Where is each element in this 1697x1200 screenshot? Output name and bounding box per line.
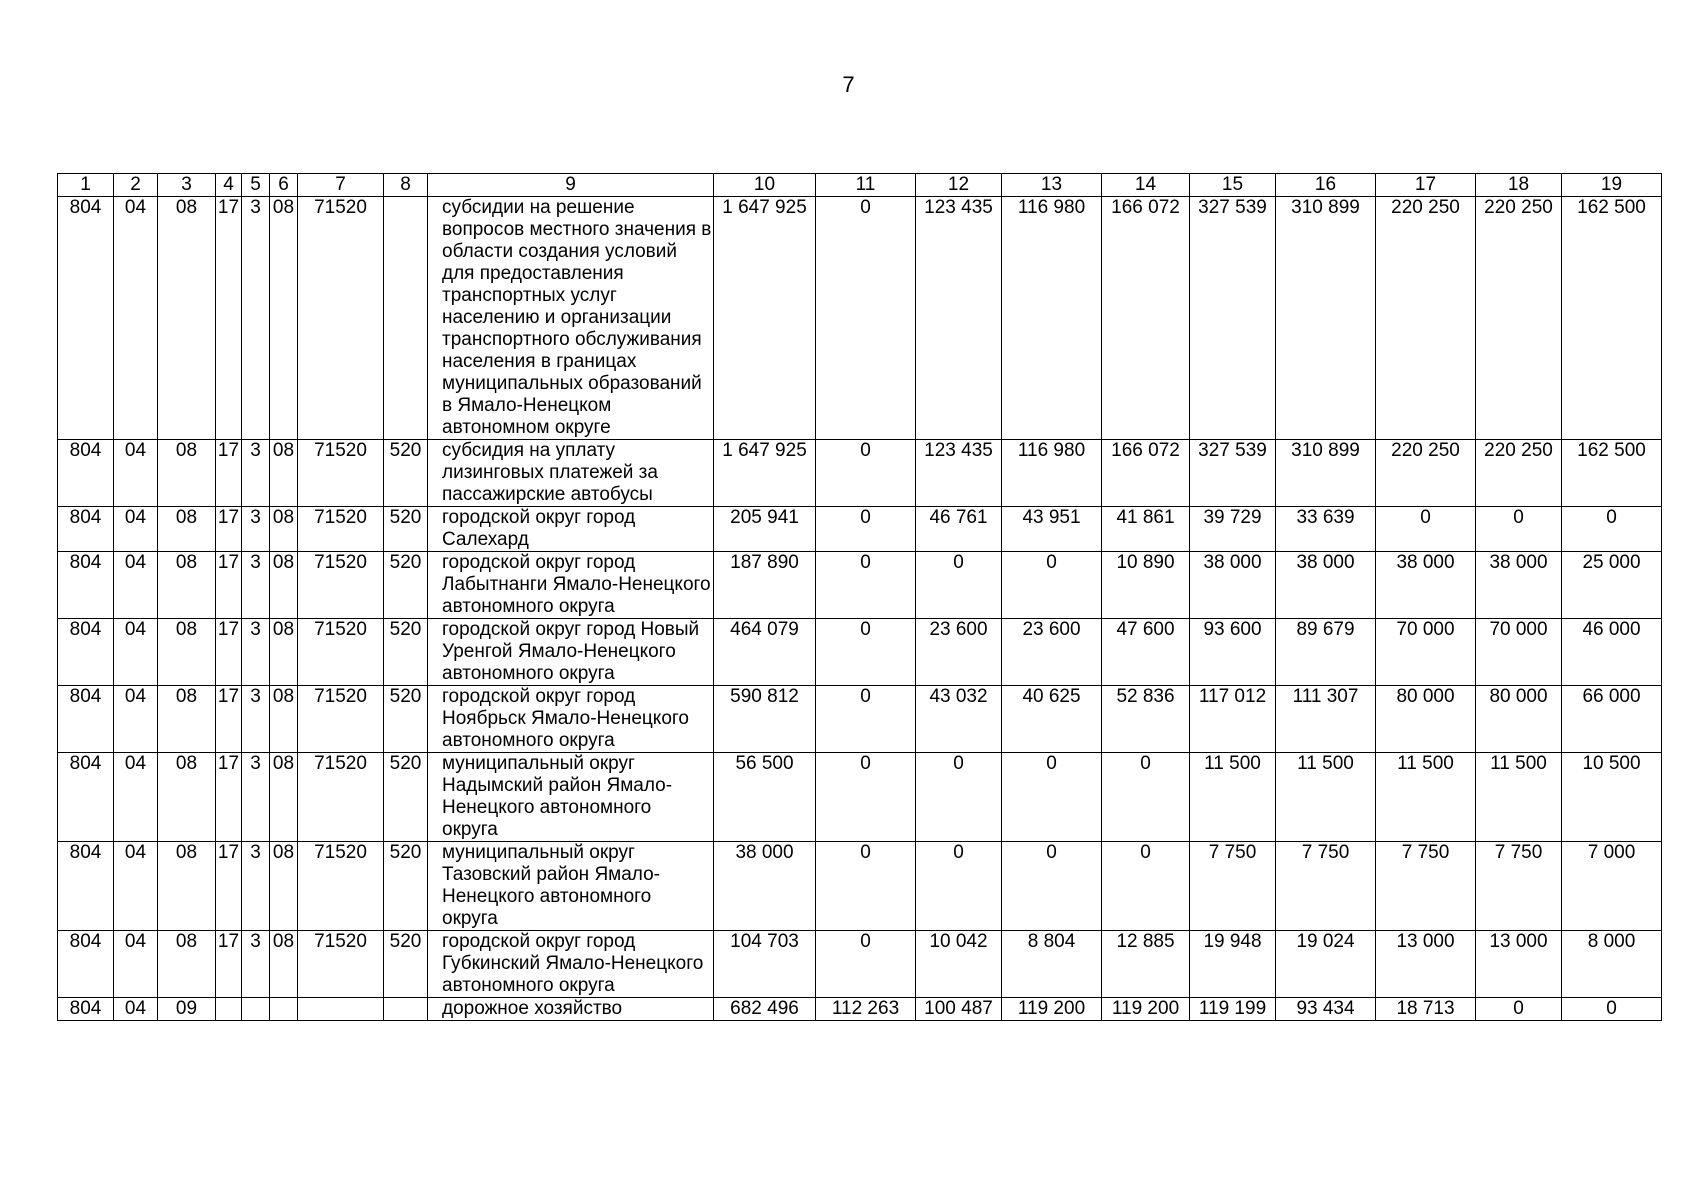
column-header: 18 bbox=[1476, 174, 1562, 197]
column-header: 6 bbox=[270, 174, 298, 197]
table-cell: 7 750 bbox=[1190, 842, 1276, 931]
table-cell: 205 941 bbox=[714, 507, 816, 552]
row-description: субсидии на решение вопросов местного значения в области создания условий для предоставления транспортных услуг населению и организации транспортного обслуживания населения в границах муниципальных образований в Ямало-Ненецком автономном округе bbox=[428, 197, 714, 440]
table-cell: 71520 bbox=[298, 552, 384, 619]
table-cell: 0 bbox=[1002, 753, 1102, 842]
table-cell: 104 703 bbox=[714, 931, 816, 998]
table-cell: 116 980 bbox=[1002, 197, 1102, 440]
column-header: 17 bbox=[1376, 174, 1476, 197]
table-cell: 04 bbox=[114, 507, 158, 552]
column-header: 11 bbox=[816, 174, 916, 197]
table-cell: 0 bbox=[1002, 552, 1102, 619]
table-cell: 123 435 bbox=[916, 440, 1002, 507]
budget-table bbox=[57, 173, 1662, 1021]
table-cell: 590 812 bbox=[714, 686, 816, 753]
column-header: 8 bbox=[384, 174, 428, 197]
table-cell: 19 948 bbox=[1190, 931, 1276, 998]
table-cell: 40 625 bbox=[1002, 686, 1102, 753]
table-cell: 08 bbox=[158, 619, 216, 686]
table-cell: 18 713 bbox=[1376, 998, 1476, 1021]
table-row bbox=[58, 842, 1662, 931]
table-cell: 17 bbox=[216, 197, 242, 440]
table-cell: 47 600 bbox=[1102, 619, 1190, 686]
page-number: 7 bbox=[842, 72, 855, 97]
table-cell: 04 bbox=[114, 552, 158, 619]
table-cell: 0 bbox=[916, 552, 1002, 619]
table-cell: 0 bbox=[816, 931, 916, 998]
column-header: 16 bbox=[1276, 174, 1376, 197]
table-cell: 3 bbox=[242, 753, 270, 842]
column-header: 13 bbox=[1002, 174, 1102, 197]
table-cell: 123 435 bbox=[916, 197, 1002, 440]
table-cell: 08 bbox=[270, 507, 298, 552]
table-cell: 08 bbox=[158, 753, 216, 842]
table-cell: 10 042 bbox=[916, 931, 1002, 998]
table-cell bbox=[270, 998, 298, 1021]
table-cell: 804 bbox=[58, 686, 114, 753]
table-cell: 0 bbox=[1376, 507, 1476, 552]
table-cell: 0 bbox=[816, 753, 916, 842]
table-cell: 119 200 bbox=[1102, 998, 1190, 1021]
table-cell: 0 bbox=[916, 753, 1002, 842]
table-cell: 19 024 bbox=[1276, 931, 1376, 998]
column-header: 3 bbox=[158, 174, 216, 197]
table-row bbox=[58, 552, 1662, 619]
table-cell: 71520 bbox=[298, 197, 384, 440]
table-cell bbox=[216, 998, 242, 1021]
table-cell: 0 bbox=[816, 507, 916, 552]
table-row bbox=[58, 197, 1662, 440]
table-cell: 52 836 bbox=[1102, 686, 1190, 753]
table-cell: 0 bbox=[1002, 842, 1102, 931]
table-cell: 520 bbox=[384, 931, 428, 998]
table-cell: 66 000 bbox=[1562, 686, 1662, 753]
table-cell: 13 000 bbox=[1476, 931, 1562, 998]
column-header: 4 bbox=[216, 174, 242, 197]
table-cell: 520 bbox=[384, 440, 428, 507]
table-cell: 327 539 bbox=[1190, 440, 1276, 507]
table-cell: 08 bbox=[158, 507, 216, 552]
table-cell: 09 bbox=[158, 998, 216, 1021]
table-cell: 04 bbox=[114, 686, 158, 753]
table-row bbox=[58, 753, 1662, 842]
table-cell: 11 500 bbox=[1376, 753, 1476, 842]
table-cell: 7 750 bbox=[1376, 842, 1476, 931]
table-cell: 3 bbox=[242, 686, 270, 753]
table-cell: 112 263 bbox=[816, 998, 916, 1021]
table-cell: 804 bbox=[58, 998, 114, 1021]
table-row bbox=[58, 998, 1662, 1021]
table-cell: 7 000 bbox=[1562, 842, 1662, 931]
table-cell: 43 032 bbox=[916, 686, 1002, 753]
table-cell: 38 000 bbox=[1276, 552, 1376, 619]
table-cell: 08 bbox=[270, 197, 298, 440]
table-cell: 804 bbox=[58, 931, 114, 998]
table-cell: 08 bbox=[270, 440, 298, 507]
table-cell: 682 496 bbox=[714, 998, 816, 1021]
table-cell: 38 000 bbox=[714, 842, 816, 931]
table-cell: 04 bbox=[114, 440, 158, 507]
table-cell: 43 951 bbox=[1002, 507, 1102, 552]
table-cell: 327 539 bbox=[1190, 197, 1276, 440]
table-cell: 39 729 bbox=[1190, 507, 1276, 552]
table-cell: 0 bbox=[1562, 507, 1662, 552]
table-cell: 0 bbox=[816, 686, 916, 753]
table-cell: 166 072 bbox=[1102, 197, 1190, 440]
table-cell: 08 bbox=[270, 619, 298, 686]
column-header: 1 bbox=[58, 174, 114, 197]
table-cell: 08 bbox=[270, 686, 298, 753]
table-cell: 3 bbox=[242, 552, 270, 619]
table-cell: 7 750 bbox=[1476, 842, 1562, 931]
table-cell: 100 487 bbox=[916, 998, 1002, 1021]
table-cell: 71520 bbox=[298, 842, 384, 931]
table-cell: 804 bbox=[58, 842, 114, 931]
table-cell: 56 500 bbox=[714, 753, 816, 842]
table-row bbox=[58, 619, 1662, 686]
table-cell: 71520 bbox=[298, 507, 384, 552]
table-cell: 11 500 bbox=[1276, 753, 1376, 842]
table-cell: 41 861 bbox=[1102, 507, 1190, 552]
table-cell: 08 bbox=[158, 842, 216, 931]
table-cell: 08 bbox=[158, 686, 216, 753]
table-cell: 08 bbox=[158, 552, 216, 619]
table-cell: 8 804 bbox=[1002, 931, 1102, 998]
table-cell: 3 bbox=[242, 931, 270, 998]
table-cell: 17 bbox=[216, 842, 242, 931]
table-cell bbox=[298, 998, 384, 1021]
table-cell: 11 500 bbox=[1190, 753, 1276, 842]
table-cell: 804 bbox=[58, 619, 114, 686]
table-cell: 119 199 bbox=[1190, 998, 1276, 1021]
table-cell: 08 bbox=[158, 197, 216, 440]
row-description: городской округ город Лабытнанги Ямало-Ненецкого автономного округа bbox=[428, 552, 714, 619]
table-cell: 71520 bbox=[298, 931, 384, 998]
table-cell: 80 000 bbox=[1476, 686, 1562, 753]
table-cell: 17 bbox=[216, 507, 242, 552]
table-cell: 93 600 bbox=[1190, 619, 1276, 686]
column-header: 5 bbox=[242, 174, 270, 197]
table-cell: 71520 bbox=[298, 440, 384, 507]
table-cell: 89 679 bbox=[1276, 619, 1376, 686]
table-cell: 0 bbox=[816, 619, 916, 686]
table-row bbox=[58, 440, 1662, 507]
table-row bbox=[58, 507, 1662, 552]
table-cell: 116 980 bbox=[1002, 440, 1102, 507]
table-cell: 46 761 bbox=[916, 507, 1002, 552]
row-description: городской округ город Салехард bbox=[428, 507, 714, 552]
table-cell: 3 bbox=[242, 440, 270, 507]
table-cell: 0 bbox=[816, 842, 916, 931]
table-cell: 520 bbox=[384, 619, 428, 686]
table-cell: 0 bbox=[1476, 507, 1562, 552]
row-description: субсидия на уплату лизинговых платежей за пассажирские автобусы bbox=[428, 440, 714, 507]
table-cell: 7 750 bbox=[1276, 842, 1376, 931]
table-cell: 520 bbox=[384, 507, 428, 552]
table-cell: 23 600 bbox=[1002, 619, 1102, 686]
table-cell: 162 500 bbox=[1562, 440, 1662, 507]
column-header: 10 bbox=[714, 174, 816, 197]
column-header: 15 bbox=[1190, 174, 1276, 197]
table-row bbox=[58, 686, 1662, 753]
row-description: городской округ город Новый Уренгой Ямало-Ненецкого автономного округа bbox=[428, 619, 714, 686]
table-cell: 17 bbox=[216, 753, 242, 842]
table-cell: 10 500 bbox=[1562, 753, 1662, 842]
table-cell: 04 bbox=[114, 931, 158, 998]
table-cell: 70 000 bbox=[1376, 619, 1476, 686]
column-header: 9 bbox=[428, 174, 714, 197]
table-cell: 12 885 bbox=[1102, 931, 1190, 998]
table-cell: 520 bbox=[384, 552, 428, 619]
table-cell: 10 890 bbox=[1102, 552, 1190, 619]
table-cell: 17 bbox=[216, 686, 242, 753]
table-cell: 0 bbox=[1476, 998, 1562, 1021]
table-cell: 310 899 bbox=[1276, 197, 1376, 440]
row-description: муниципальный округ Тазовский район Ямало-Ненецкого автономного округа bbox=[428, 842, 714, 931]
table-cell bbox=[242, 998, 270, 1021]
column-header: 14 bbox=[1102, 174, 1190, 197]
table-cell: 0 bbox=[916, 842, 1002, 931]
table-cell: 04 bbox=[114, 619, 158, 686]
table-cell: 38 000 bbox=[1476, 552, 1562, 619]
table-cell: 3 bbox=[242, 619, 270, 686]
table-cell: 220 250 bbox=[1376, 440, 1476, 507]
column-header: 2 bbox=[114, 174, 158, 197]
table-header-row bbox=[58, 174, 1662, 197]
table-cell: 162 500 bbox=[1562, 197, 1662, 440]
table-cell: 08 bbox=[270, 753, 298, 842]
table-cell: 520 bbox=[384, 753, 428, 842]
column-header: 7 bbox=[298, 174, 384, 197]
table-cell: 520 bbox=[384, 686, 428, 753]
table-cell: 80 000 bbox=[1376, 686, 1476, 753]
table-cell: 0 bbox=[1562, 998, 1662, 1021]
table-cell: 117 012 bbox=[1190, 686, 1276, 753]
table-cell: 166 072 bbox=[1102, 440, 1190, 507]
table-cell: 0 bbox=[816, 552, 916, 619]
table-cell: 04 bbox=[114, 197, 158, 440]
table-cell: 3 bbox=[242, 842, 270, 931]
table-cell: 804 bbox=[58, 197, 114, 440]
table-cell: 1 647 925 bbox=[714, 440, 816, 507]
table-cell: 08 bbox=[270, 552, 298, 619]
row-description: городской округ город Ноябрьск Ямало-Ненецкого автономного округа bbox=[428, 686, 714, 753]
table-cell: 70 000 bbox=[1476, 619, 1562, 686]
table-cell: 804 bbox=[58, 753, 114, 842]
table-cell: 08 bbox=[158, 931, 216, 998]
table-cell: 3 bbox=[242, 507, 270, 552]
table-cell: 04 bbox=[114, 998, 158, 1021]
table-cell: 220 250 bbox=[1476, 440, 1562, 507]
row-description: дорожное хозяйство bbox=[428, 998, 714, 1021]
row-description: городской округ город Губкинский Ямало-Ненецкого автономного округа bbox=[428, 931, 714, 998]
table-cell: 520 bbox=[384, 842, 428, 931]
table-cell: 804 bbox=[58, 507, 114, 552]
table-cell: 17 bbox=[216, 552, 242, 619]
table-cell: 111 307 bbox=[1276, 686, 1376, 753]
table-cell: 119 200 bbox=[1002, 998, 1102, 1021]
table-cell: 804 bbox=[58, 440, 114, 507]
table-cell: 8 000 bbox=[1562, 931, 1662, 998]
table-body bbox=[58, 197, 1662, 1021]
table-cell: 08 bbox=[270, 931, 298, 998]
table-cell: 464 079 bbox=[714, 619, 816, 686]
column-header: 12 bbox=[916, 174, 1002, 197]
table-cell bbox=[384, 197, 428, 440]
table-cell: 38 000 bbox=[1190, 552, 1276, 619]
table-cell: 04 bbox=[114, 753, 158, 842]
table-cell: 3 bbox=[242, 197, 270, 440]
table-cell: 71520 bbox=[298, 753, 384, 842]
table-cell: 71520 bbox=[298, 686, 384, 753]
table-cell: 804 bbox=[58, 552, 114, 619]
column-header: 19 bbox=[1562, 174, 1662, 197]
table-cell: 17 bbox=[216, 440, 242, 507]
table-cell: 08 bbox=[158, 440, 216, 507]
table-cell: 17 bbox=[216, 931, 242, 998]
table-cell: 0 bbox=[816, 440, 916, 507]
table-cell: 38 000 bbox=[1376, 552, 1476, 619]
table-cell: 46 000 bbox=[1562, 619, 1662, 686]
table-cell: 93 434 bbox=[1276, 998, 1376, 1021]
table-cell: 310 899 bbox=[1276, 440, 1376, 507]
table-cell: 11 500 bbox=[1476, 753, 1562, 842]
table-cell: 04 bbox=[114, 842, 158, 931]
table-cell: 220 250 bbox=[1376, 197, 1476, 440]
table-cell: 0 bbox=[1102, 753, 1190, 842]
table-cell: 0 bbox=[816, 197, 916, 440]
table-cell: 25 000 bbox=[1562, 552, 1662, 619]
table-cell: 13 000 bbox=[1376, 931, 1476, 998]
table-cell: 1 647 925 bbox=[714, 197, 816, 440]
table-cell: 0 bbox=[1102, 842, 1190, 931]
table-cell: 17 bbox=[216, 619, 242, 686]
table-row bbox=[58, 931, 1662, 998]
row-description: муниципальный округ Надымский район Ямало-Ненецкого автономного округа bbox=[428, 753, 714, 842]
table-cell bbox=[384, 998, 428, 1021]
table-cell: 71520 bbox=[298, 619, 384, 686]
table-cell: 187 890 bbox=[714, 552, 816, 619]
table-cell: 23 600 bbox=[916, 619, 1002, 686]
table-cell: 220 250 bbox=[1476, 197, 1562, 440]
table-cell: 33 639 bbox=[1276, 507, 1376, 552]
table-cell: 08 bbox=[270, 842, 298, 931]
